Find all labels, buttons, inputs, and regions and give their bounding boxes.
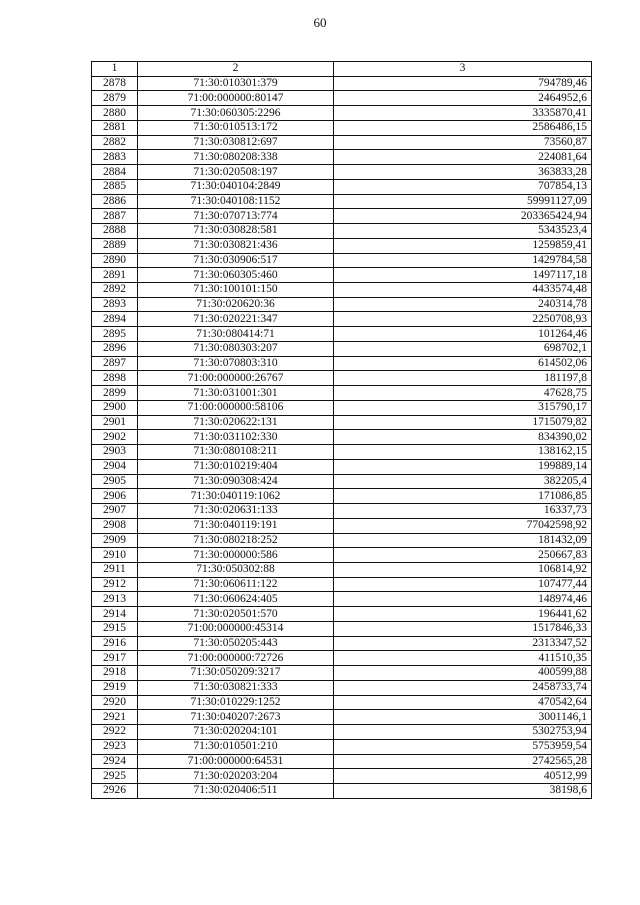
cadastral-number-cell: 71:30:060611:122	[138, 577, 334, 592]
value-cell: 5302753,94	[334, 725, 592, 740]
cadastral-number-cell: 71:30:070713:774	[138, 209, 334, 224]
table-row	[92, 356, 592, 371]
value-cell: 203365424,94	[334, 209, 592, 224]
row-number-cell: 2921	[92, 710, 138, 725]
row-number-cell: 2904	[92, 459, 138, 474]
table-row	[92, 400, 592, 415]
table-row	[92, 341, 592, 356]
table-row	[92, 268, 592, 283]
cadastral-number-cell: 71:00:000000:80147	[138, 91, 334, 106]
cadastral-number-cell: 71:30:080218:252	[138, 533, 334, 548]
cadastral-number-cell: 71:30:090308:424	[138, 474, 334, 489]
value-cell: 40512,99	[334, 769, 592, 784]
value-cell: 250667,83	[334, 548, 592, 563]
table-row	[92, 636, 592, 651]
row-number-cell: 2924	[92, 754, 138, 769]
cadastral-number-cell: 71:00:000000:72726	[138, 651, 334, 666]
table-row	[92, 297, 592, 312]
table-row	[92, 474, 592, 489]
row-number-cell: 2887	[92, 209, 138, 224]
table-header-row	[92, 62, 592, 77]
table-row	[92, 150, 592, 165]
table-row	[92, 769, 592, 784]
row-number-cell: 2878	[92, 76, 138, 91]
cadastral-number-cell: 71:30:020204:101	[138, 725, 334, 740]
row-number-cell: 2879	[92, 91, 138, 106]
table-row	[92, 327, 592, 342]
table-row	[92, 165, 592, 180]
cadastral-number-cell: 71:30:050205:443	[138, 636, 334, 651]
row-number-cell: 2893	[92, 297, 138, 312]
table-row	[92, 754, 592, 769]
table-row	[92, 621, 592, 636]
cadastral-number-cell: 71:30:040119:191	[138, 518, 334, 533]
row-number-cell: 2892	[92, 283, 138, 298]
cadastral-number-cell: 71:30:010513:172	[138, 120, 334, 135]
value-cell: 400599,88	[334, 666, 592, 681]
value-cell: 834390,02	[334, 430, 592, 445]
value-cell: 3335870,41	[334, 106, 592, 121]
table-row	[92, 695, 592, 710]
cadastral-number-cell: 71:30:050302:88	[138, 562, 334, 577]
value-cell: 5343523,4	[334, 224, 592, 239]
cadastral-number-cell: 71:00:000000:58106	[138, 400, 334, 415]
row-number-cell: 2897	[92, 356, 138, 371]
page-number: 60	[313, 15, 327, 30]
row-number-cell: 2922	[92, 725, 138, 740]
cadastral-number-cell: 71:30:080414:71	[138, 327, 334, 342]
value-cell: 107477,44	[334, 577, 592, 592]
row-number-cell: 2884	[92, 165, 138, 180]
value-cell: 470542,64	[334, 695, 592, 710]
value-cell: 181432,09	[334, 533, 592, 548]
cadastral-number-cell: 71:30:020631:133	[138, 504, 334, 519]
row-number-cell: 2885	[92, 179, 138, 194]
cadastral-number-cell: 71:30:040119:1062	[138, 489, 334, 504]
cadastral-number-cell: 71:00:000000:64531	[138, 754, 334, 769]
cadastral-number-cell: 71:30:040104:2849	[138, 179, 334, 194]
value-cell: 148974,46	[334, 592, 592, 607]
value-cell: 2250708,93	[334, 312, 592, 327]
cadastral-number-cell: 71:30:030821:436	[138, 238, 334, 253]
table-row	[92, 209, 592, 224]
row-number-cell: 2918	[92, 666, 138, 681]
cadastral-number-cell: 71:30:060305:460	[138, 268, 334, 283]
value-cell: 101264,46	[334, 327, 592, 342]
row-number-cell: 2916	[92, 636, 138, 651]
cadastral-number-cell: 71:30:020620:36	[138, 297, 334, 312]
cadastral-number-cell: 71:30:100101:150	[138, 283, 334, 298]
value-cell: 3001146,1	[334, 710, 592, 725]
column-header-3: 3	[334, 62, 592, 77]
value-cell: 2458733,74	[334, 680, 592, 695]
value-cell: 138162,15	[334, 445, 592, 460]
row-number-cell: 2923	[92, 739, 138, 754]
table-row	[92, 106, 592, 121]
table-row	[92, 135, 592, 150]
value-cell: 707854,13	[334, 179, 592, 194]
table-row	[92, 386, 592, 401]
cadastral-number-cell: 71:30:050209:3217	[138, 666, 334, 681]
value-cell: 411510,35	[334, 651, 592, 666]
row-number-cell: 2886	[92, 194, 138, 209]
row-number-cell: 2891	[92, 268, 138, 283]
table-row	[92, 666, 592, 681]
value-cell: 2313347,52	[334, 636, 592, 651]
table-row	[92, 371, 592, 386]
value-cell: 59991127,09	[334, 194, 592, 209]
table-row	[92, 651, 592, 666]
value-cell: 4433574,48	[334, 283, 592, 298]
row-number-cell: 2883	[92, 150, 138, 165]
table-row	[92, 489, 592, 504]
row-number-cell: 2889	[92, 238, 138, 253]
row-number-cell: 2910	[92, 548, 138, 563]
cadastral-number-cell: 71:30:080208:338	[138, 150, 334, 165]
value-cell: 363833,28	[334, 165, 592, 180]
cadastral-number-cell: 71:30:010229:1252	[138, 695, 334, 710]
cadastral-number-cell: 71:30:040207:2673	[138, 710, 334, 725]
value-cell: 73560,87	[334, 135, 592, 150]
row-number-cell: 2925	[92, 769, 138, 784]
row-number-cell: 2895	[92, 327, 138, 342]
row-number-cell: 2880	[92, 106, 138, 121]
value-cell: 2464952,6	[334, 91, 592, 106]
cadastral-number-cell: 71:00:000000:45314	[138, 621, 334, 636]
value-cell: 794789,46	[334, 76, 592, 91]
row-number-cell: 2919	[92, 680, 138, 695]
row-number-cell: 2915	[92, 621, 138, 636]
cadastral-number-cell: 71:30:020221:347	[138, 312, 334, 327]
table-row	[92, 179, 592, 194]
row-number-cell: 2906	[92, 489, 138, 504]
value-cell: 77042598,92	[334, 518, 592, 533]
value-cell: 1429784,58	[334, 253, 592, 268]
cadastral-number-cell: 71:30:030812:697	[138, 135, 334, 150]
row-number-cell: 2890	[92, 253, 138, 268]
value-cell: 196441,62	[334, 607, 592, 622]
row-number-cell: 2888	[92, 224, 138, 239]
value-cell: 171086,85	[334, 489, 592, 504]
value-cell: 16337,73	[334, 504, 592, 519]
cadastral-number-cell: 71:30:020203:204	[138, 769, 334, 784]
row-number-cell: 2894	[92, 312, 138, 327]
value-cell: 698702,1	[334, 341, 592, 356]
cadastral-number-cell: 71:30:030821:333	[138, 680, 334, 695]
value-cell: 1497117,18	[334, 268, 592, 283]
table-row	[92, 548, 592, 563]
row-number-cell: 2896	[92, 341, 138, 356]
cadastral-number-cell: 71:30:031001:301	[138, 386, 334, 401]
table-row	[92, 76, 592, 91]
table-row	[92, 415, 592, 430]
table-row	[92, 577, 592, 592]
row-number-cell: 2911	[92, 562, 138, 577]
table-row	[92, 238, 592, 253]
table-row	[92, 445, 592, 460]
table-row	[92, 194, 592, 209]
value-cell: 315790,17	[334, 400, 592, 415]
table-row	[92, 224, 592, 239]
row-number-cell: 2912	[92, 577, 138, 592]
row-number-cell: 2926	[92, 783, 138, 798]
cadastral-number-cell: 71:30:030828:581	[138, 224, 334, 239]
value-cell: 614502,06	[334, 356, 592, 371]
row-number-cell: 2899	[92, 386, 138, 401]
cadastral-number-cell: 71:30:010301:379	[138, 76, 334, 91]
row-number-cell: 2901	[92, 415, 138, 430]
cadastral-number-cell: 71:30:060624:405	[138, 592, 334, 607]
value-cell: 5753959,54	[334, 739, 592, 754]
table-row	[92, 120, 592, 135]
cadastral-number-cell: 71:30:020501:570	[138, 607, 334, 622]
row-number-cell: 2913	[92, 592, 138, 607]
value-cell: 1715079,82	[334, 415, 592, 430]
cadastral-number-cell: 71:30:031102:330	[138, 430, 334, 445]
table-row	[92, 562, 592, 577]
row-number-cell: 2900	[92, 400, 138, 415]
row-number-cell: 2898	[92, 371, 138, 386]
cadastral-number-cell: 71:30:070803:310	[138, 356, 334, 371]
cadastral-number-cell: 71:30:000000:586	[138, 548, 334, 563]
value-cell: 1517846,33	[334, 621, 592, 636]
row-number-cell: 2905	[92, 474, 138, 489]
cadastral-number-cell: 71:30:010501:210	[138, 739, 334, 754]
value-cell: 181197,8	[334, 371, 592, 386]
table-row	[92, 518, 592, 533]
value-cell: 1259859,41	[334, 238, 592, 253]
table-row	[92, 430, 592, 445]
data-table	[91, 61, 592, 799]
table-row	[92, 504, 592, 519]
table-row	[92, 592, 592, 607]
table-row	[92, 283, 592, 298]
table-row	[92, 91, 592, 106]
cadastral-number-cell: 71:30:080303:207	[138, 341, 334, 356]
table-row	[92, 459, 592, 474]
value-cell: 106814,92	[334, 562, 592, 577]
value-cell: 240314,78	[334, 297, 592, 312]
cadastral-number-cell: 71:30:020508:197	[138, 165, 334, 180]
cadastral-number-cell: 71:30:080108:211	[138, 445, 334, 460]
row-number-cell: 2903	[92, 445, 138, 460]
table-row	[92, 680, 592, 695]
row-number-cell: 2909	[92, 533, 138, 548]
value-cell: 2586486,15	[334, 120, 592, 135]
table-row	[92, 739, 592, 754]
value-cell: 199889,14	[334, 459, 592, 474]
table-row	[92, 607, 592, 622]
row-number-cell: 2902	[92, 430, 138, 445]
cadastral-number-cell: 71:30:060305:2296	[138, 106, 334, 121]
cadastral-number-cell: 71:30:030906:517	[138, 253, 334, 268]
value-cell: 47628,75	[334, 386, 592, 401]
table-body	[92, 76, 592, 798]
table-row	[92, 783, 592, 798]
row-number-cell: 2917	[92, 651, 138, 666]
value-cell: 38198,6	[334, 783, 592, 798]
cadastral-number-cell: 71:30:040108:1152	[138, 194, 334, 209]
row-number-cell: 2882	[92, 135, 138, 150]
value-cell: 382205,4	[334, 474, 592, 489]
table-row	[92, 710, 592, 725]
cadastral-number-cell: 71:30:020622:131	[138, 415, 334, 430]
table-row	[92, 312, 592, 327]
value-cell: 224081,64	[334, 150, 592, 165]
cadastral-number-cell: 71:00:000000:26767	[138, 371, 334, 386]
table-row	[92, 533, 592, 548]
row-number-cell: 2907	[92, 504, 138, 519]
row-number-cell: 2881	[92, 120, 138, 135]
row-number-cell: 2914	[92, 607, 138, 622]
row-number-cell: 2920	[92, 695, 138, 710]
value-cell: 2742565,28	[334, 754, 592, 769]
cadastral-number-cell: 71:30:010219:404	[138, 459, 334, 474]
table-row	[92, 725, 592, 740]
cadastral-number-cell: 71:30:020406:511	[138, 783, 334, 798]
column-header-1: 1	[92, 62, 138, 77]
column-header-2: 2	[138, 62, 334, 77]
table-row	[92, 253, 592, 268]
row-number-cell: 2908	[92, 518, 138, 533]
